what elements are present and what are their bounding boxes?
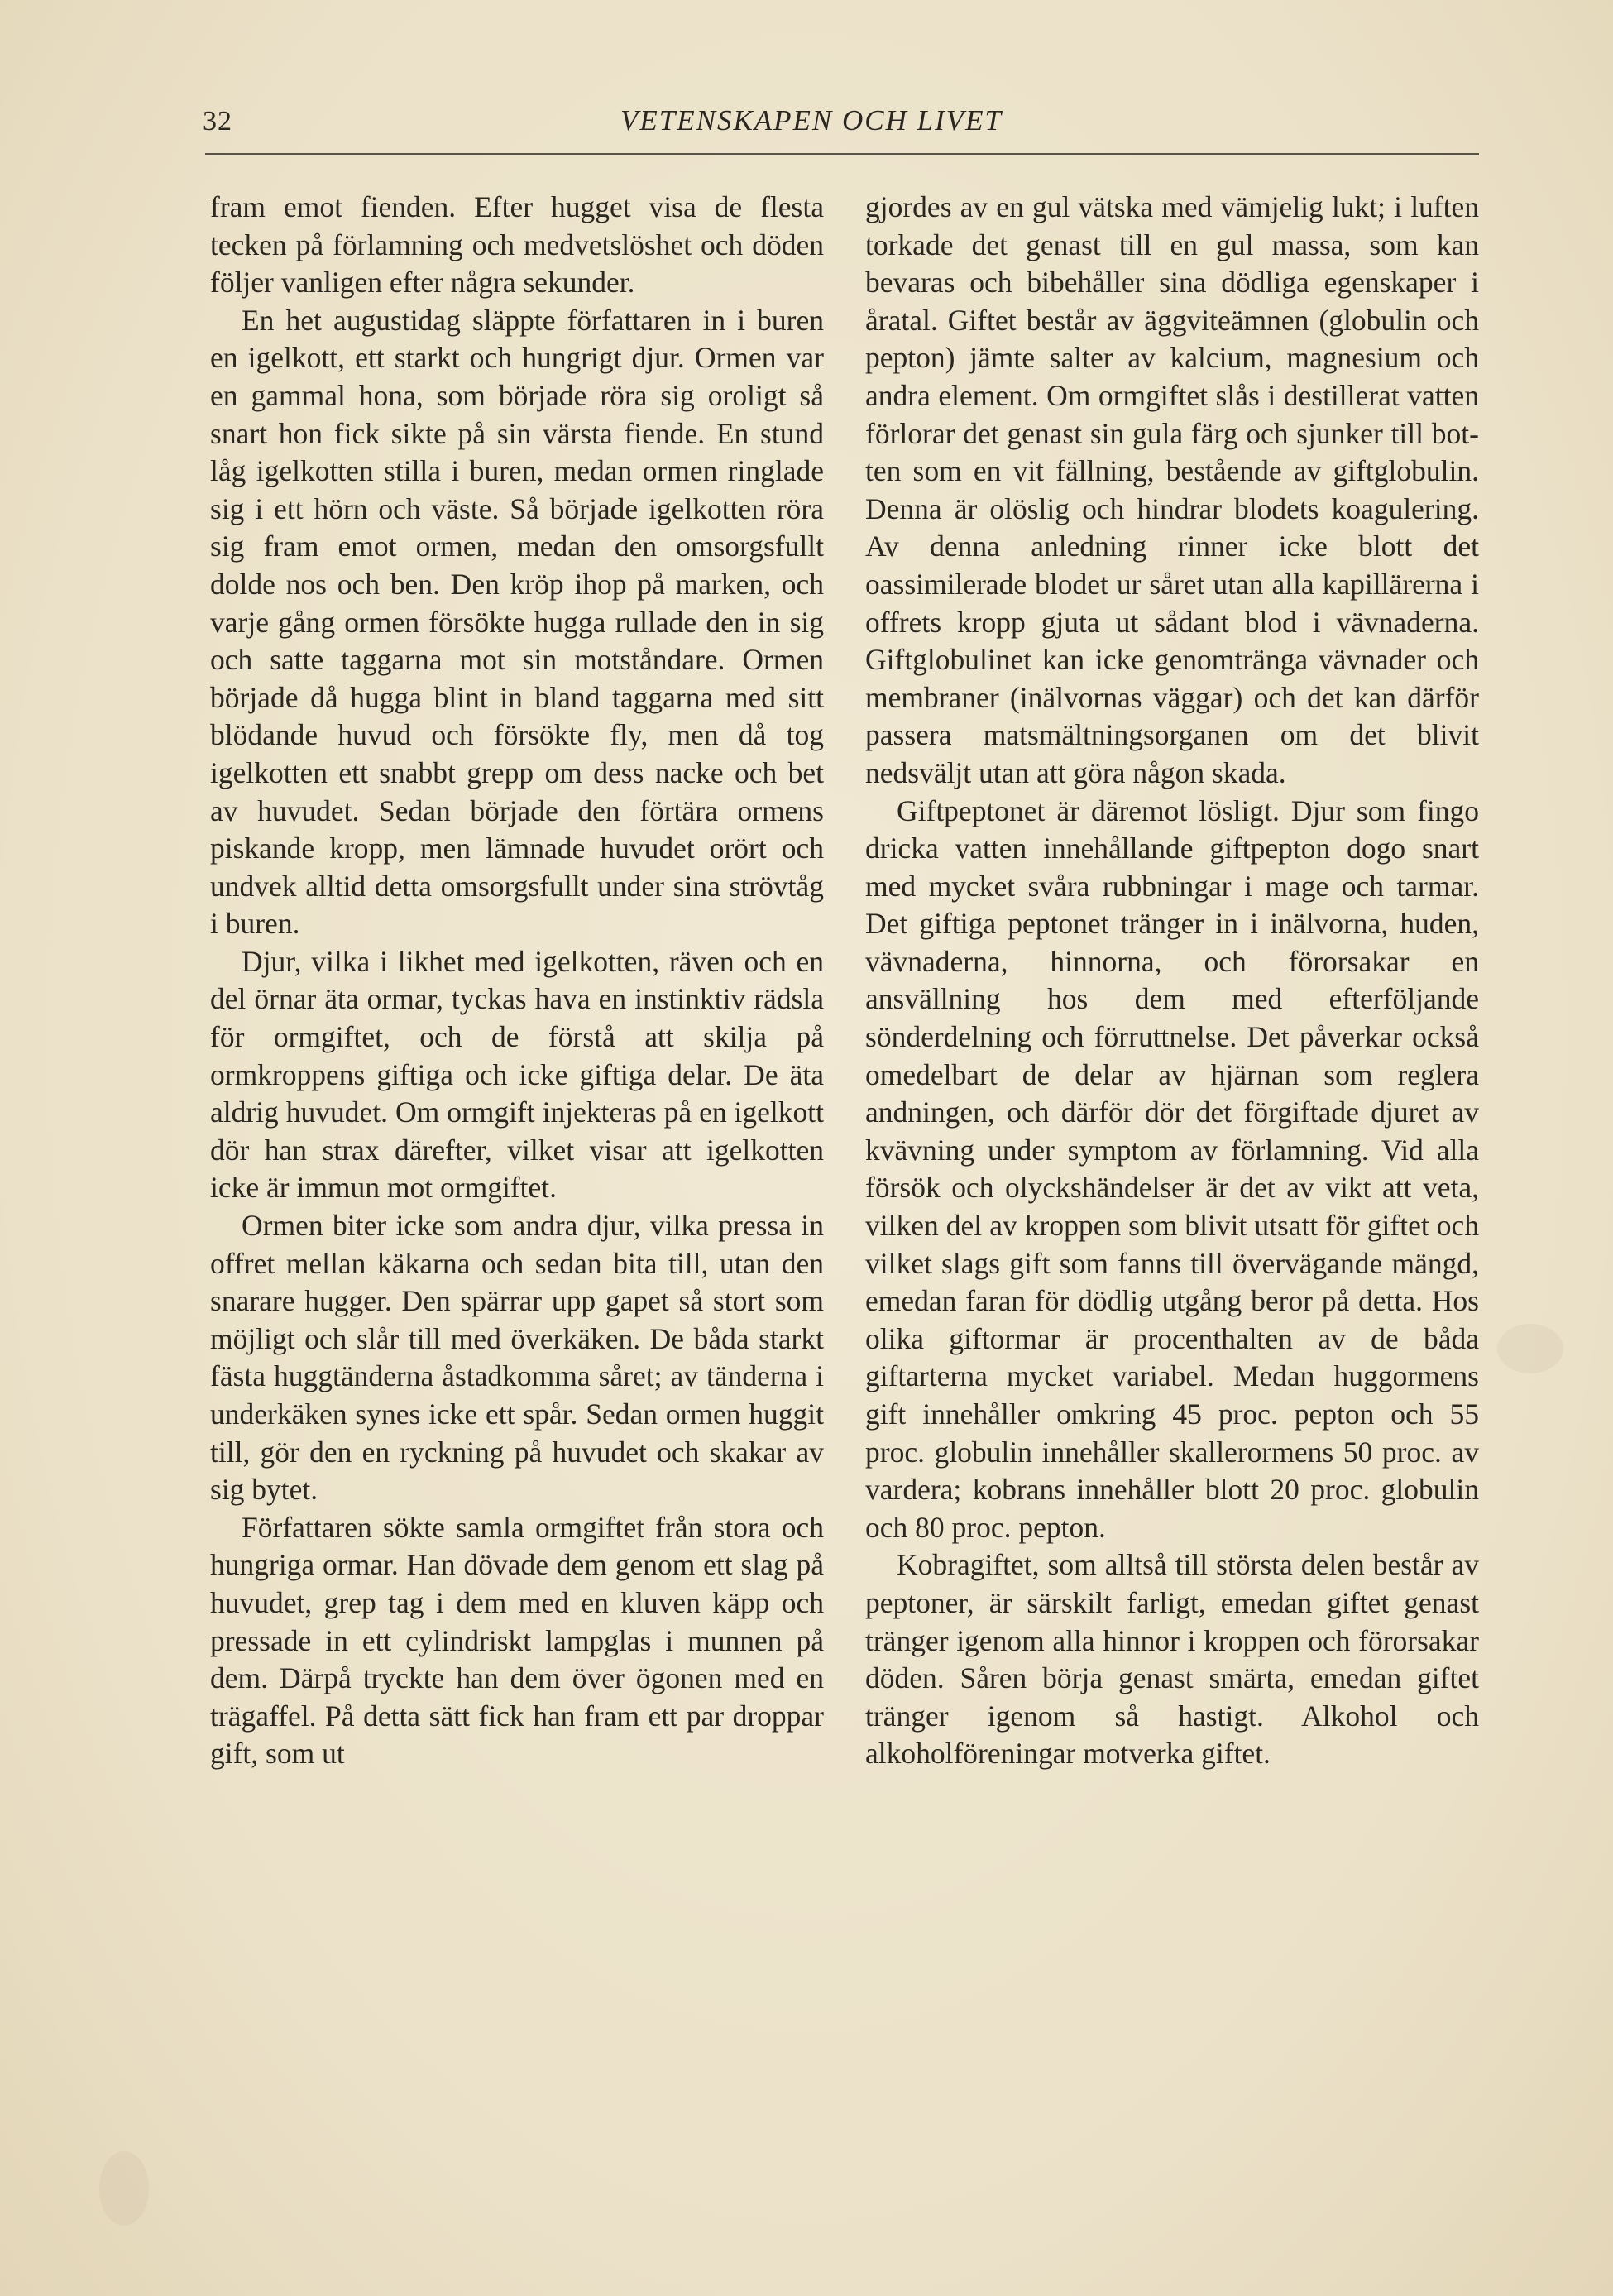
paragraph: Djur, vilka i likhet med igelkotten, räven och en del örnar äta ormar, tyckas hava en instinktiv rädsla för ormgiftet, och de förstå att skilja på ormkroppens giftiga och icke giftiga delar. De äta aldrig huvudet. Om ormgift injekteras på en igelkott dör han strax därefter, vilket visar att igelkotten icke är immun mot ormgiftet. <box>210 944 824 1205</box>
page-header <box>203 98 1485 147</box>
paragraph: Giftpeptonet är däremot lösligt. Djur som fingo dricka vatten innehållande giftpepton dogo snart med mycket svåra rubbningar i mage och tarmar. Det giftiga peptonet tränger in i inälvorna, huden, vävnaderna, hinnorna, och förorsakar en ansvällning hos dem med efterföljande sönderdelning och förruttnelse. Det påverkar också omedelbart de delar av hjärnan som reglera andningen, och därför dör det förgiftade djuret av kvävning under symptom av förlamning. Vid alla försök och olyckshändelser är det av vikt att veta, vilken del av kroppen som blivit utsatt för giftet och vilket slags gift som fanns till övervägande mängd, emedan faran för dödlig utgång beror på detta. Hos olika giftormar är procenthalten av de båda giftarterna mycket variabel. Medan huggormens gift innehåller omkring 45 proc. pepton och 55 proc. globulin innehåller skallerormens 50 proc. av vardera; kobrans innehåller blott 20 proc. globulin och 80 proc. pepton. <box>865 793 1479 1544</box>
paragraph: Författaren sökte samla ormgiftet från stora och hungriga ormar. Han dövade dem genom ett slag på huvudet, grep tag i dem med en kluven käpp och pressade in ett cylindriskt lampglas i munnen på dem. Därpå tryckte han dem över ögonen med en trägaffel. På detta sätt fick han fram ett par droppar gift, som ut <box>210 1510 824 1771</box>
left-column <box>210 189 824 1773</box>
paragraph: Kobragiftet, som alltså till största delen består av peptoner, är särskilt farligt, emedan giftet genast tränger igenom alla hinnor i kroppen och förorsakar döden. Såren börja genast smärta, emedan giftet tränger igenom så hastigt. Alkohol och alkoholföreningar motverka giftet. <box>865 1548 1479 1771</box>
paragraph: fram emot fienden. Efter hugget visa de flesta tecken på förlamning och medvetslöshet och döden följer vanligen efter några sekunder. <box>210 190 824 300</box>
paper-stain <box>1497 1324 1563 1373</box>
page-number: 32 <box>203 106 232 137</box>
right-column <box>865 189 1479 1773</box>
paragraph: En het augustidag släppte författaren in i buren en igelkott, ett starkt och hungrigt djur. Ormen var en gammal hona, som började röra sig oroligt så snart hon fick sikte på sin värsta fiende. En stund låg igelkotten stilla i buren, medan ormen ringlade sig i ett hörn och väste. Så började igelkotten röra sig fram emot ormen, medan den omsorgsfullt dolde nos och ben. Den kröp ihop på marken, och varje gång ormen försökte hugga rullade den in sig och satte taggarna mot sin motståndare. Ormen började då hugga blint in bland taggarna med sitt blödande huvud och försökte fly, men då tog igelkotten ett snabbt grepp om dess nacke och bet av huvudet. Sedan började den förtära ormens piskande kropp, men lämnade huvudet orört och undvek alltid detta omsorgsfullt under sina strövtåg i buren. <box>210 303 824 941</box>
header-rule <box>205 153 1479 155</box>
paper-stain <box>99 2151 149 2226</box>
paragraph: gjordes av en gul vätska med vämjelig lukt; i luften torkade det genast till en gul massa, som kan bevaras och bibehåller sina dödliga egenskaper i åratal. Giftet består av äggviteämnen (globulin och pepton) jämte salter av kalcium, magnesium och andra element. Om ormgiftet slås i destillerat vatten förlorar det genast sin gula färg och sjunker till botten som en vit fällning, bestående av giftglobulin. Denna är olöslig och hindrar blodets koagulering. Av denna anledning rinner icke blott det oassimilerade blodet ur såret utan alla kapillärerna i offrets kropp gjuta ut sådant blod i vävnaderna. Giftglobulinet kan icke genomtränga vävnader och membraner (inälvornas väggar) och det kan därför passera matsmältningsorganen om det blivit nedsväljt utan att göra någon skada. <box>865 190 1479 789</box>
running-title: VETENSKAPEN OCH LIVET <box>620 104 1003 137</box>
paragraph: Ormen biter icke som andra djur, vilka pressa in offret mellan käkarna och sedan bita till, utan den snarare hugger. Den spärrar upp gapet så stort som möjligt och slår till med överkäken. De båda starkt fästa huggtänderna åstadkomma såret; av tänderna i underkäken synes icke ett spår. Sedan ormen huggit till, gör den en ryckning på huvudet och skakar av sig bytet. <box>210 1209 824 1507</box>
